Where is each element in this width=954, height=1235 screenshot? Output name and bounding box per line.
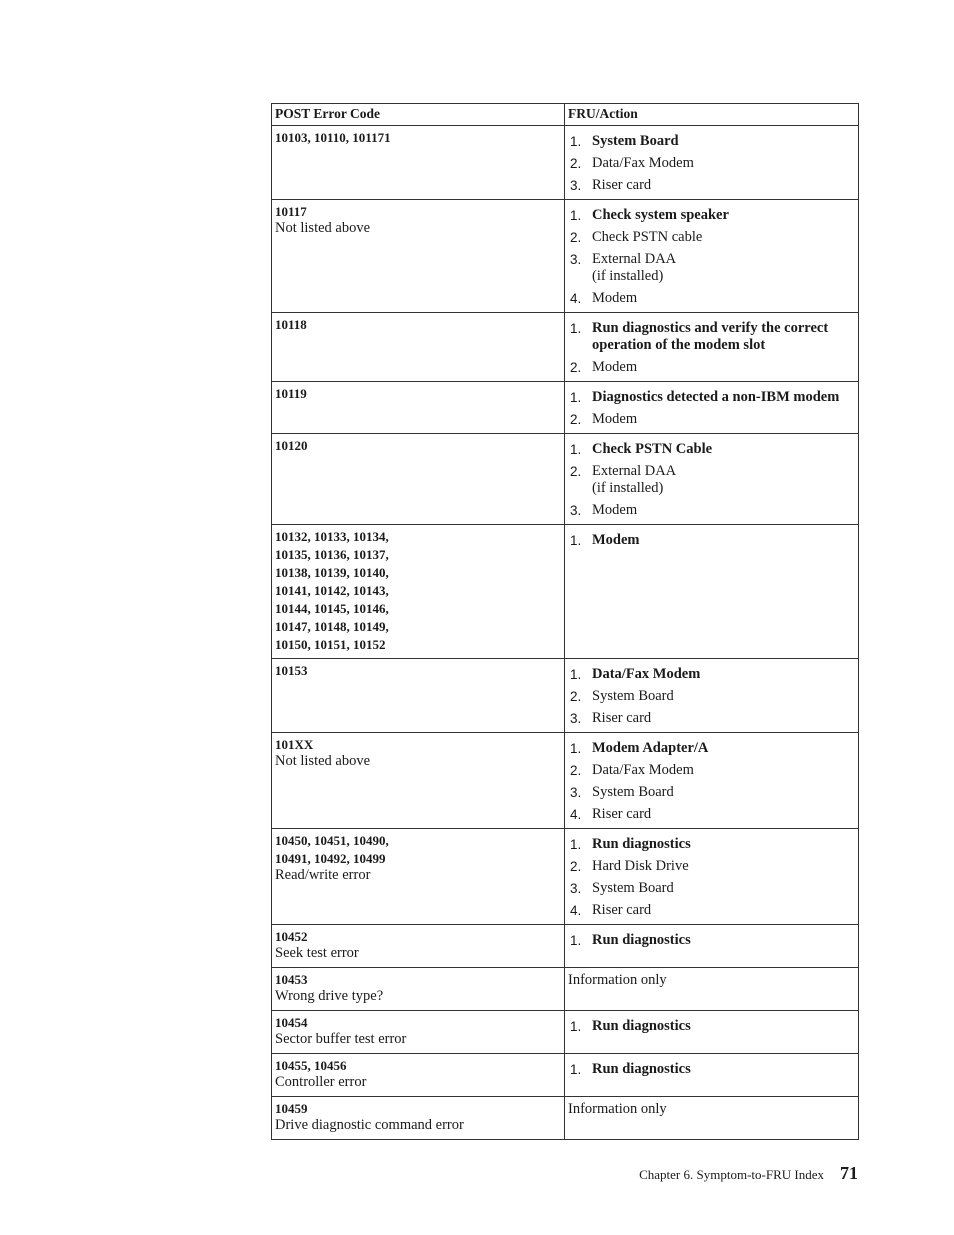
table-row [272,126,859,200]
error-code: 10120 [275,438,308,453]
action-item [568,762,855,779]
action-number: 2. [570,412,582,427]
action-item [568,836,855,853]
action-number: 3. [570,178,582,193]
error-code-cell [272,434,565,525]
action-item [568,880,855,897]
table-header-row [272,104,859,126]
table-row [272,382,859,434]
table-row [272,1097,859,1140]
action-item [568,858,855,875]
action-text-line: Diagnostics detected a non-IBM modem [592,389,840,405]
fru-action-cell [565,1054,859,1097]
action-number: 1. [570,1019,582,1034]
error-description: Not listed above [275,220,371,236]
action-number: 4. [570,807,582,822]
error-code: 101XX [275,737,314,752]
action-number: 1. [570,321,582,336]
action-text [592,441,855,458]
action-text-line: Hard Disk Drive [592,858,689,874]
action-text-line: (if installed) [592,268,664,284]
error-code-cell [272,313,565,382]
fru-action-cell [565,968,859,1011]
error-code: 10144, 10145, 10146, [275,601,389,616]
fru-action-cell [565,200,859,313]
action-item [568,463,855,497]
error-description: Not listed above [275,753,371,769]
action-number: 1. [570,667,582,682]
action-text [592,251,855,285]
action-text-line: Run diagnostics [592,1061,691,1077]
action-number: 1. [570,208,582,223]
action-list [568,666,855,727]
action-text-line: Riser card [592,710,652,726]
table-row [272,925,859,968]
action-text [592,155,855,172]
action-text [592,463,855,497]
action-item [568,359,855,376]
action-item [568,666,855,683]
action-text [592,1061,855,1078]
column-header-fru-action: FRU/Action [565,104,859,126]
action-item [568,229,855,246]
action-text [592,532,855,549]
action-item [568,932,855,949]
action-item [568,441,855,458]
action-text [592,710,855,727]
fru-action-cell [565,659,859,733]
table-row [272,313,859,382]
error-code: 10452 [275,929,308,944]
action-item [568,155,855,172]
action-text-line: Run diagnostics [592,932,691,948]
action-item [568,784,855,801]
action-text [592,290,855,307]
action-text-line: Check PSTN cable [592,229,703,245]
action-text-line: System Board [592,688,674,704]
action-number: 2. [570,689,582,704]
action-item [568,532,855,549]
action-text-line: (if installed) [592,480,664,496]
error-code: 10147, 10148, 10149, [275,619,389,634]
action-text [592,932,855,949]
action-text-line: System Board [592,880,674,896]
table-row [272,1011,859,1054]
action-text [592,502,855,519]
action-number: 1. [570,741,582,756]
error-code: 10132, 10133, 10134, [275,529,389,544]
action-list [568,532,855,549]
action-list [568,441,855,519]
action-item [568,688,855,705]
action-text-line: Modem [592,290,638,306]
action-text-line: Data/Fax Modem [592,666,701,682]
action-number: 1. [570,533,582,548]
action-item [568,902,855,919]
table-body [272,126,859,1140]
action-item [568,290,855,307]
table-row [272,733,859,829]
action-text [592,411,855,428]
table-row [272,434,859,525]
info-note: Information only [568,972,667,988]
action-text-line: Run diagnostics and verify the correct [592,320,829,336]
error-code-cell [272,968,565,1011]
error-code: 10117 [275,204,307,219]
action-text [592,320,855,354]
error-code: 10103, 10110, 101171 [275,130,391,145]
action-text [592,133,855,150]
action-number: 1. [570,442,582,457]
action-text [592,902,855,919]
action-list [568,389,855,428]
fru-action-cell [565,126,859,200]
action-text [592,784,855,801]
table-row [272,659,859,733]
fru-action-cell [565,1011,859,1054]
error-description: Seek test error [275,945,359,961]
action-text-line: Data/Fax Modem [592,762,694,778]
action-text-line: operation of the modem slot [592,337,766,353]
error-description: Drive diagnostic command error [275,1117,464,1133]
action-text [592,836,855,853]
error-code: 10118 [275,317,307,332]
action-list [568,207,855,307]
error-code: 10450, 10451, 10490, [275,833,389,848]
action-number: 1. [570,1062,582,1077]
error-code: 10459 [275,1101,308,1116]
fru-action-cell [565,733,859,829]
table-row [272,525,859,659]
action-number: 1. [570,837,582,852]
action-number: 2. [570,763,582,778]
action-number: 2. [570,360,582,375]
action-list [568,836,855,919]
action-text-line: Modem Adapter/A [592,740,709,756]
action-text-line: System Board [592,784,674,800]
error-code: 10453 [275,972,308,987]
action-item [568,320,855,354]
action-number: 1. [570,390,582,405]
page-number: 71 [840,1163,858,1183]
action-number: 1. [570,134,582,149]
action-text-line: Data/Fax Modem [592,155,694,171]
action-item [568,806,855,823]
action-list [568,1061,855,1078]
error-description: Sector buffer test error [275,1031,407,1047]
fru-action-cell [565,434,859,525]
action-text [592,389,855,406]
action-list [568,740,855,823]
fru-action-cell [565,382,859,434]
action-list [568,1018,855,1035]
action-number: 2. [570,464,582,479]
action-text-line: Riser card [592,902,652,918]
action-text-line: Modem [592,532,640,548]
action-text-line: Run diagnostics [592,1018,691,1034]
action-text-line: Check PSTN Cable [592,441,713,457]
error-code-cell [272,1097,565,1140]
error-code: 10150, 10151, 10152 [275,637,386,652]
action-text [592,1018,855,1035]
page-footer [639,1163,858,1184]
fru-action-cell [565,313,859,382]
action-item [568,710,855,727]
table-row [272,1054,859,1097]
action-text [592,177,855,194]
action-text [592,666,855,683]
error-code: 10135, 10136, 10137, [275,547,389,562]
action-number: 3. [570,785,582,800]
action-text [592,207,855,224]
action-text [592,688,855,705]
action-number: 2. [570,156,582,171]
action-item [568,411,855,428]
action-number: 3. [570,711,582,726]
action-text-line: Check system speaker [592,207,729,223]
error-code: 10491, 10492, 10499 [275,851,386,866]
action-text [592,806,855,823]
action-number: 3. [570,881,582,896]
action-item [568,207,855,224]
action-item [568,502,855,519]
error-code: 10119 [275,386,307,401]
action-item [568,740,855,757]
action-text [592,858,855,875]
action-item [568,1018,855,1035]
action-item [568,1061,855,1078]
action-text-line: Modem [592,411,638,427]
error-code: 10141, 10142, 10143, [275,583,389,598]
action-number: 3. [570,503,582,518]
action-text-line: External DAA [592,251,677,267]
action-text [592,880,855,897]
action-text-line: External DAA [592,463,677,479]
action-number: 1. [570,933,582,948]
action-item [568,133,855,150]
action-number: 4. [570,291,582,306]
error-description: Wrong drive type? [275,988,384,1004]
action-text [592,740,855,757]
info-note: Information only [568,1101,667,1117]
action-item [568,251,855,285]
error-code: 10153 [275,663,308,678]
action-text [592,762,855,779]
action-number: 3. [570,252,582,267]
error-code-cell [272,733,565,829]
action-text-line: System Board [592,133,679,149]
action-list [568,932,855,949]
action-item [568,389,855,406]
error-code-cell [272,659,565,733]
fru-table [271,103,859,1140]
error-description: Read/write error [275,867,371,883]
action-text-line: Riser card [592,177,652,193]
fru-action-cell [565,525,859,659]
error-code-cell [272,1054,565,1097]
fru-action-cell [565,829,859,925]
action-text-line: Modem [592,502,638,518]
error-code-cell [272,126,565,200]
action-text [592,229,855,246]
error-code: 10454 [275,1015,308,1030]
action-text [592,359,855,376]
error-code-cell [272,1011,565,1054]
action-text-line: Run diagnostics [592,836,691,852]
table-row [272,200,859,313]
table-row [272,968,859,1011]
action-text-line: Riser card [592,806,652,822]
error-code-cell [272,525,565,659]
column-header-error-code: POST Error Code [272,104,565,126]
error-code: 10138, 10139, 10140, [275,565,389,580]
action-text-line: Modem [592,359,638,375]
fru-action-cell [565,1097,859,1140]
error-description: Controller error [275,1074,367,1090]
error-code-cell [272,200,565,313]
error-code-cell [272,382,565,434]
action-list [568,133,855,194]
table-row [272,829,859,925]
action-item [568,177,855,194]
error-code-cell [272,925,565,968]
error-code-cell [272,829,565,925]
chapter-title: Chapter 6. Symptom-to-FRU Index [639,1167,824,1182]
action-number: 4. [570,903,582,918]
action-list [568,320,855,376]
fru-action-cell [565,925,859,968]
action-number: 2. [570,859,582,874]
error-code: 10455, 10456 [275,1058,347,1073]
action-number: 2. [570,230,582,245]
